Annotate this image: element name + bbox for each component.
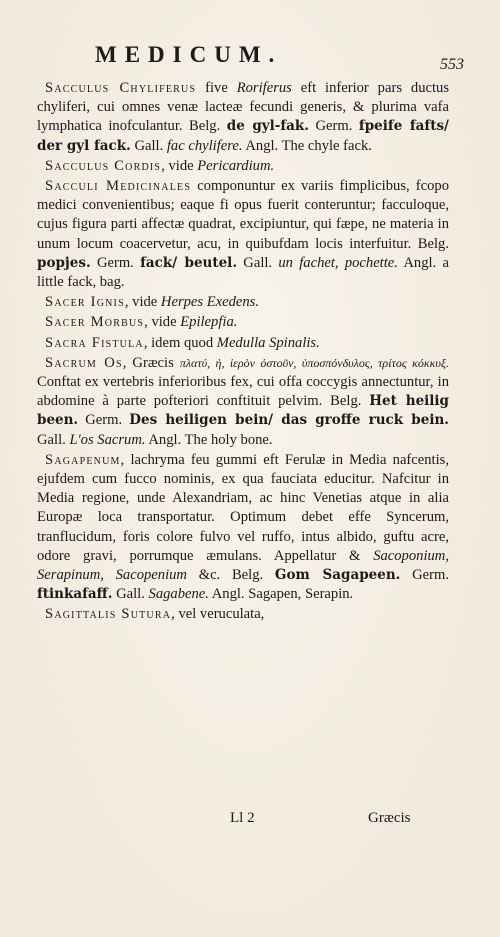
- entry-headword: Sacculi Medicinales: [45, 178, 192, 195]
- entry-text: Gall.: [112, 586, 149, 603]
- running-head: [37, 0, 464, 73]
- entry-headword: Sacer Morbus: [45, 314, 145, 331]
- dictionary-entry: [37, 177, 449, 292]
- entry-text: , vide: [124, 294, 161, 311]
- blackletter-gloss: ftinkafaff.: [37, 586, 113, 603]
- dictionary-entry: [37, 605, 449, 624]
- entry-text: , lachryma feu gummi eft Ferulæ in Media nafcentis, ejufdem cum fucco nominis, ex qua fauciata educitur. Nafcitur in Media regione, unde Alexandriam, ac hinc Venetias atque in alia Europæ loca transportatur. Optimum debet effe Syncerum, tranflucidum, foris colore fulvo vel ruffo, intus albido, guftu acre, odore gravi, porrumque æmulans. Appellatur &: [37, 451, 449, 564]
- dictionary-entry: [37, 293, 449, 312]
- entry-text: Germ.: [90, 254, 141, 271]
- blackletter-gloss: Gom Sagapeen.: [274, 567, 401, 584]
- entry-headword: Sacra Fistula: [45, 334, 144, 351]
- italic-gloss: Roriferus: [236, 80, 292, 96]
- dictionary-entry: [37, 79, 449, 156]
- italic-gloss: Pericardium.: [197, 157, 275, 174]
- entry-text: Angl. The holy bone.: [145, 431, 273, 448]
- entry-headword: Sacer Ignis: [45, 294, 125, 311]
- entry-text: Germ.: [78, 412, 130, 429]
- blackletter-gloss: Het heilig been.: [37, 393, 449, 429]
- blackletter-gloss: de gyl-fak.: [226, 118, 309, 135]
- entry-text: , vel veruculata,: [171, 606, 265, 623]
- entry-headword: Sacrum Os: [45, 354, 123, 371]
- italic-gloss: fac chylifere.: [166, 137, 243, 154]
- entry-text: componuntur ex variis fimplicibus, fcopo medici convenientibus; eaque fi opus fuerit conteruntur; facculoque, cujus figura parti affectæ quadrat, excipiuntur, qui fæpe, ne materia in unum locum coacervetur, acu, in quibufdam locis interfuitur. Belg.: [37, 178, 449, 252]
- dictionary-entry: [37, 451, 449, 605]
- entry-headword: Sagapenum: [45, 451, 121, 468]
- entry-headword: Sacculus Chyliferus: [45, 80, 197, 96]
- blackletter-gloss: fpeife fafts/ der gyl fack.: [37, 118, 449, 154]
- entry-text: Gall.: [237, 254, 279, 271]
- page-number: 553: [440, 56, 464, 73]
- entry-text: , vide: [161, 157, 198, 174]
- entry-text: , vide: [144, 314, 181, 331]
- italic-gloss: Sagabene.: [148, 586, 209, 603]
- entry-text: Germ.: [400, 567, 449, 584]
- blackletter-gloss: popjes.: [37, 254, 91, 271]
- italic-gloss: Sacoponium, Serapinum, Sacopenium: [37, 547, 449, 584]
- running-title: MEDICUM.: [95, 42, 283, 67]
- italic-gloss: L'os Sacrum.: [69, 431, 146, 448]
- catchword: Græcis: [368, 810, 411, 826]
- entry-text: eft inferior pars ductus chyliferi, cui omnes venæ lacteæ fecundi generis, & plurima vafa lymphatica inofculantur. Belg.: [37, 80, 449, 135]
- entry-text: Germ.: [309, 118, 359, 135]
- dictionary-entry: [37, 157, 449, 176]
- italic-gloss: Herpes Exedens.: [160, 294, 259, 311]
- entry-text: Angl. The chyle fack.: [242, 137, 372, 154]
- italic-gloss: Medulla Spinalis.: [216, 334, 320, 351]
- entry-text: , Græcis: [122, 354, 180, 371]
- entry-text: &c. Belg.: [186, 567, 275, 584]
- blackletter-gloss: fack/ beutel.: [140, 254, 238, 271]
- entry-text: Conftat ex vertebris inferioribus fex, cui offa coccygis annectuntur, in abdomine à parte pofteriori conftituit pelvim. Belg.: [37, 374, 449, 410]
- entry-text: Angl. a little fack, bag.: [37, 254, 449, 291]
- entry-text: Gall.: [37, 431, 70, 448]
- page-footer: [0, 810, 500, 840]
- dictionary-entry: [37, 313, 449, 332]
- entry-text: Gall.: [130, 137, 167, 154]
- entry-headword: Sacculus Cordis: [45, 157, 162, 174]
- greek-text: πλατύ, ἡ, ἱερὸν ὀστοῦν, ὑποσπόνδυλος, τρίτος κόκκυξ.: [179, 355, 450, 370]
- blackletter-gloss: Des heiligen bein/ das groffe ruck bein.: [129, 412, 449, 429]
- entry-text: Angl. Sagapen, Serapin.: [208, 586, 354, 603]
- dictionary-body: [37, 79, 449, 626]
- italic-gloss: Epilepfia.: [180, 314, 238, 331]
- italic-gloss: un fachet, pochette.: [278, 254, 398, 271]
- entry-text: , idem quod: [143, 334, 217, 351]
- dictionary-entry: [37, 334, 449, 353]
- entry-headword: Sagittalis Sutura: [45, 606, 172, 623]
- dictionary-entry: [37, 354, 449, 450]
- signature-mark: Ll 2: [230, 810, 255, 826]
- entry-text: five: [196, 80, 237, 96]
